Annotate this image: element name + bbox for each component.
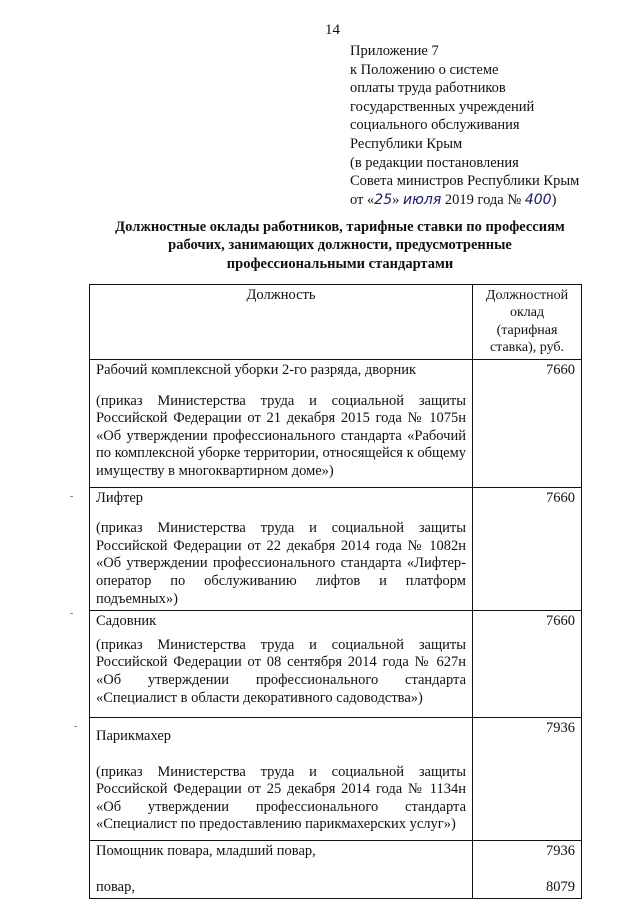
scan-mark [70,496,73,497]
table-row [90,718,582,841]
table-row [90,611,582,718]
table-row [90,841,582,899]
position-cell [90,611,473,718]
order-reference: (приказ Министерства труда и социальной защиты Российской Федерации от 25 декабря 2014 года № 1134н «Об утверждении профессионального стандарта «Специалист по предоставлению парикмахерских услуг») [96,763,466,833]
salary-table [89,284,582,899]
document-title: Должностные оклады работников, тарифные ставки по профессиям рабочих, занимающих должности, предусмотренные профессиональными стандартами [115,219,565,272]
page-number: 14 [325,22,340,38]
salary-cell: 7660 [473,611,582,718]
role-name: Парикмахер [96,728,172,745]
appendix-line: государственных учреждений [350,98,535,115]
salary-cell: 7660 [473,360,582,488]
role-name: Рабочий комплексной уборки 2-го разряда, дворник [96,362,417,378]
table-row [90,360,582,488]
role-name: повар, [96,878,135,895]
header-position: Должность [90,285,473,360]
table-header-row [90,285,582,360]
order-reference: (приказ Министерства труда и социальной защиты Российской Федерации от 22 декабря 2014 года № 1082н «Об утверждении профессионального стандарта «Лифтер-оператор по обслуживанию лифтов и платформ подъемных») [96,520,466,607]
appendix-line: социального обслуживания [350,117,520,134]
role-name: Помощник повара, младший повар, [96,843,316,860]
handwritten-day: 25 [374,191,393,208]
salary-cell: 7660 [473,487,582,611]
table-row [90,487,582,611]
handwritten-number: 400 [524,191,552,208]
role-name: Садовник [96,613,157,630]
role-name: Лифтер [96,489,144,506]
order-reference: (приказ Министерства труда и социальной защиты Российской Федерации от 08 сентября 2014 года № 627н «Об утверждении профессионального стандарта «Специалист в области декоративного садоводства») [96,636,466,706]
position-cell [90,718,473,841]
position-cell [90,487,473,611]
appendix-line: к Положению о системе [350,61,499,78]
appendix-line: Приложение 7 [350,43,439,59]
salary-cell [473,841,582,899]
closing-paren: ) [551,191,557,208]
scan-mark [70,613,73,614]
order-reference: (приказ Министерства труда и социальной защиты Российской Федерации от 21 декабря 2015 года № 1075н «Об утверждении профессионального стандарта «Рабочий по комплексной уборке территории, относящейся к общему имуществу в многоквартирном доме») [96,392,466,479]
appendix-line: Республики Крым [350,135,463,152]
scan-mark [74,726,77,727]
appendix-line: (в редакции постановления [350,154,519,171]
position-cell [90,841,473,899]
date-close-quote: » [392,191,400,208]
date-year: 2019 года № [441,191,525,208]
date-prefix: от « [350,191,375,208]
header-salary: Должностной оклад (тарифная ставка), руб. [473,285,582,360]
salary-cell: 7936 [473,718,582,841]
salary-value: 7936 [546,843,575,860]
appendix-date-line [350,191,640,210]
position-cell [90,360,473,488]
handwritten-month: июля [402,191,442,208]
appendix-line: оплаты труда работников [350,80,506,97]
salary-value: 8079 [546,878,575,895]
appendix-line: Совета министров Республики Крым [350,173,580,190]
appendix-header [350,42,640,209]
